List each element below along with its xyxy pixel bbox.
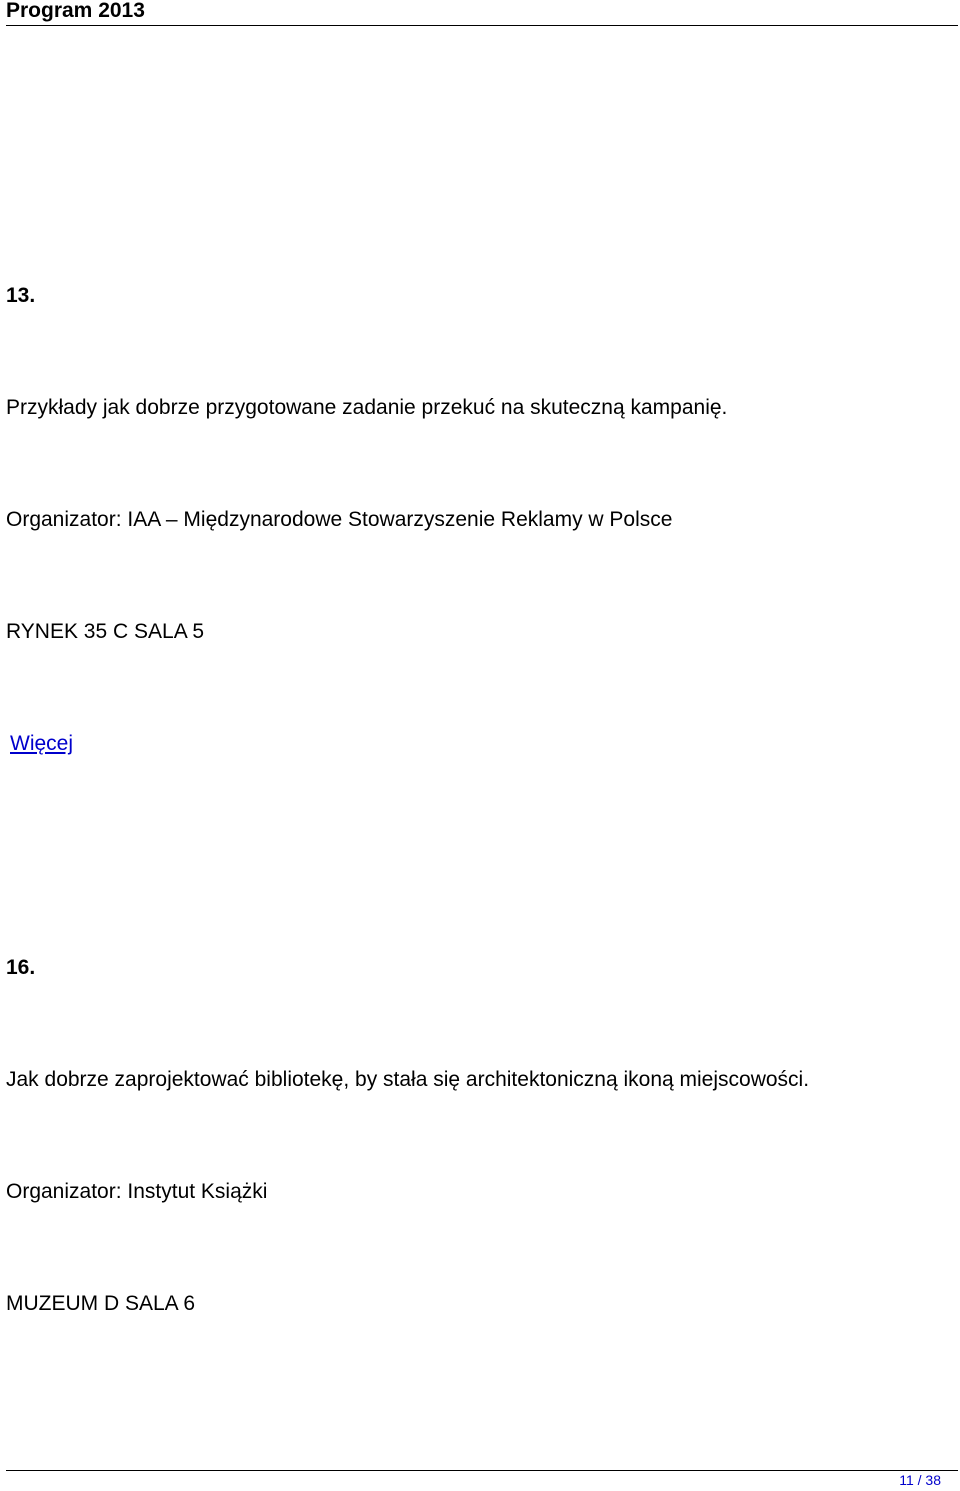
footer-divider	[6, 1470, 958, 1471]
page-title: Program 2013	[6, 0, 145, 22]
event-location: RYNEK 35 C SALA 5	[6, 620, 205, 643]
more-link[interactable]: Więcej	[10, 732, 74, 755]
event-title: Przykłady jak dobrze przygotowane zadanie przekuć na skuteczną kampanię.	[6, 396, 728, 419]
event-title: Jak dobrze zaprojektować bibliotekę, by stała się architektoniczną ikoną miejscowości.	[6, 1068, 810, 1091]
event-number: 16.	[6, 956, 36, 979]
page-number: 11 / 38	[899, 1472, 941, 1488]
event-organizer: Organizator: IAA – Międzynarodowe Stowarzyszenie Reklamy w Polsce	[6, 508, 673, 531]
event-location: MUZEUM D SALA 6	[6, 1292, 196, 1315]
event-number: 13.	[6, 284, 36, 307]
header-divider	[6, 25, 958, 26]
event-organizer: Organizator: Instytut Książki	[6, 1180, 268, 1203]
